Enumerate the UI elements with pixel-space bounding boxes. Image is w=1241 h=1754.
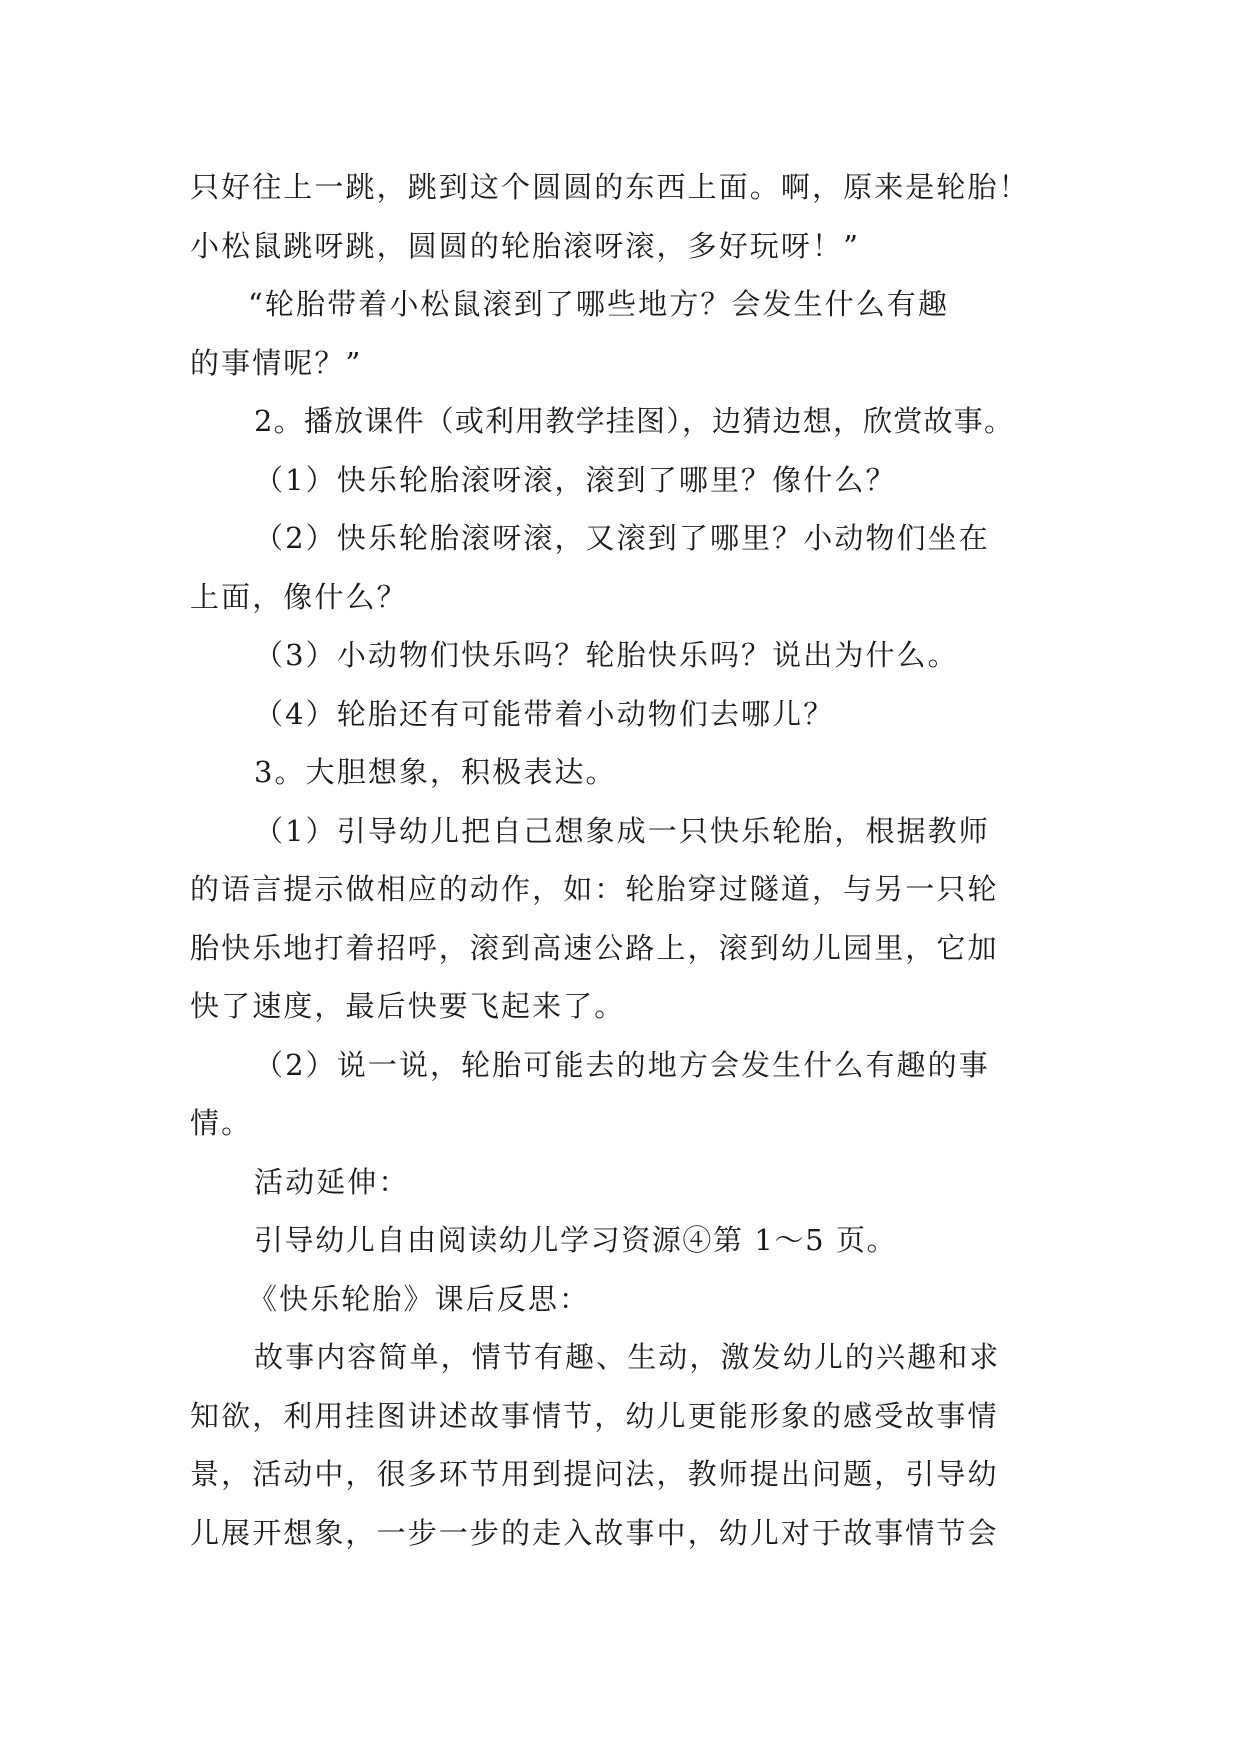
text-line: 小松鼠跳呀跳，圆圆的轮胎滚呀滚，多好玩呀！” (190, 228, 861, 263)
text-line: 知欲，利用挂图讲述故事情节，幼儿更能形象的感受故事情 (190, 1398, 999, 1433)
paragraph (190, 685, 1045, 744)
paragraph (190, 802, 1045, 1036)
text-line: （3）小动物们快乐吗？轮胎快乐吗？说出为什么。 (254, 638, 959, 672)
text-line: 儿展开想象，一步一步的走入故事中，幼儿对于故事情节会 (190, 1515, 999, 1550)
paragraph (190, 275, 1045, 392)
paragraph (190, 1036, 1045, 1153)
paragraph (190, 451, 1045, 510)
text-line: 快了速度，最后快要飞起来了。 (190, 989, 626, 1023)
text-line: （1）引导幼儿把自己想象成一只快乐轮胎，根据教师 (254, 813, 990, 848)
paragraph (190, 1328, 1045, 1562)
paragraph (190, 626, 1045, 685)
paragraph (190, 1153, 1045, 1212)
text-line: 引导幼儿自由阅读幼儿学习资源④第 1～5 页。 (254, 1223, 898, 1257)
section-heading: 《快乐轮胎》课后反思： (248, 1281, 591, 1316)
text-line: 情。 (190, 1106, 253, 1140)
text-line: （2）说一说，轮胎可能去的地方会发生什么有趣的事 (254, 1047, 990, 1082)
paragraph (190, 509, 1045, 626)
paragraph (190, 158, 1045, 275)
text-line: 胎快乐地打着招呼，滚到高速公路上，滚到幼儿园里，它加 (190, 930, 999, 965)
text-line: 2。播放课件（或利用教学挂图），边猜边想，欣赏故事。 (254, 404, 1015, 438)
text-line: 上面，像什么？ (190, 579, 408, 614)
text-line: 故事内容简单，情节有趣、生动，激发幼儿的兴趣和求 (254, 1340, 1001, 1374)
text-line: （1）快乐轮胎滚呀滚，滚到了哪里？像什么？ (254, 462, 897, 497)
text-line: 3。大胆想象，积极表达。 (254, 755, 617, 789)
paragraph (190, 1270, 1045, 1329)
text-line: （4）轮胎还有可能带着小动物们去哪儿？ (254, 696, 835, 731)
section-heading: 活动延伸： (254, 1164, 410, 1199)
text-line: “轮胎带着小松鼠滚到了哪些地方？会发生什么有趣 (248, 287, 950, 321)
paragraph (190, 392, 1045, 451)
document-body (190, 158, 1045, 1562)
paragraph (190, 743, 1045, 802)
text-line: 只好往上一跳，跳到这个圆圆的东西上面。啊，原来是轮胎！ (190, 170, 1030, 204)
text-line: 景，活动中，很多环节用到提问法，教师提出问题，引导幼 (190, 1457, 999, 1491)
text-line: （2）快乐轮胎滚呀滚，又滚到了哪里？小动物们坐在 (254, 521, 990, 555)
text-line: 的事情呢？” (190, 345, 363, 380)
text-line: 的语言提示做相应的动作，如：轮胎穿过隧道，与另一只轮 (190, 872, 999, 906)
paragraph (190, 1211, 1045, 1270)
